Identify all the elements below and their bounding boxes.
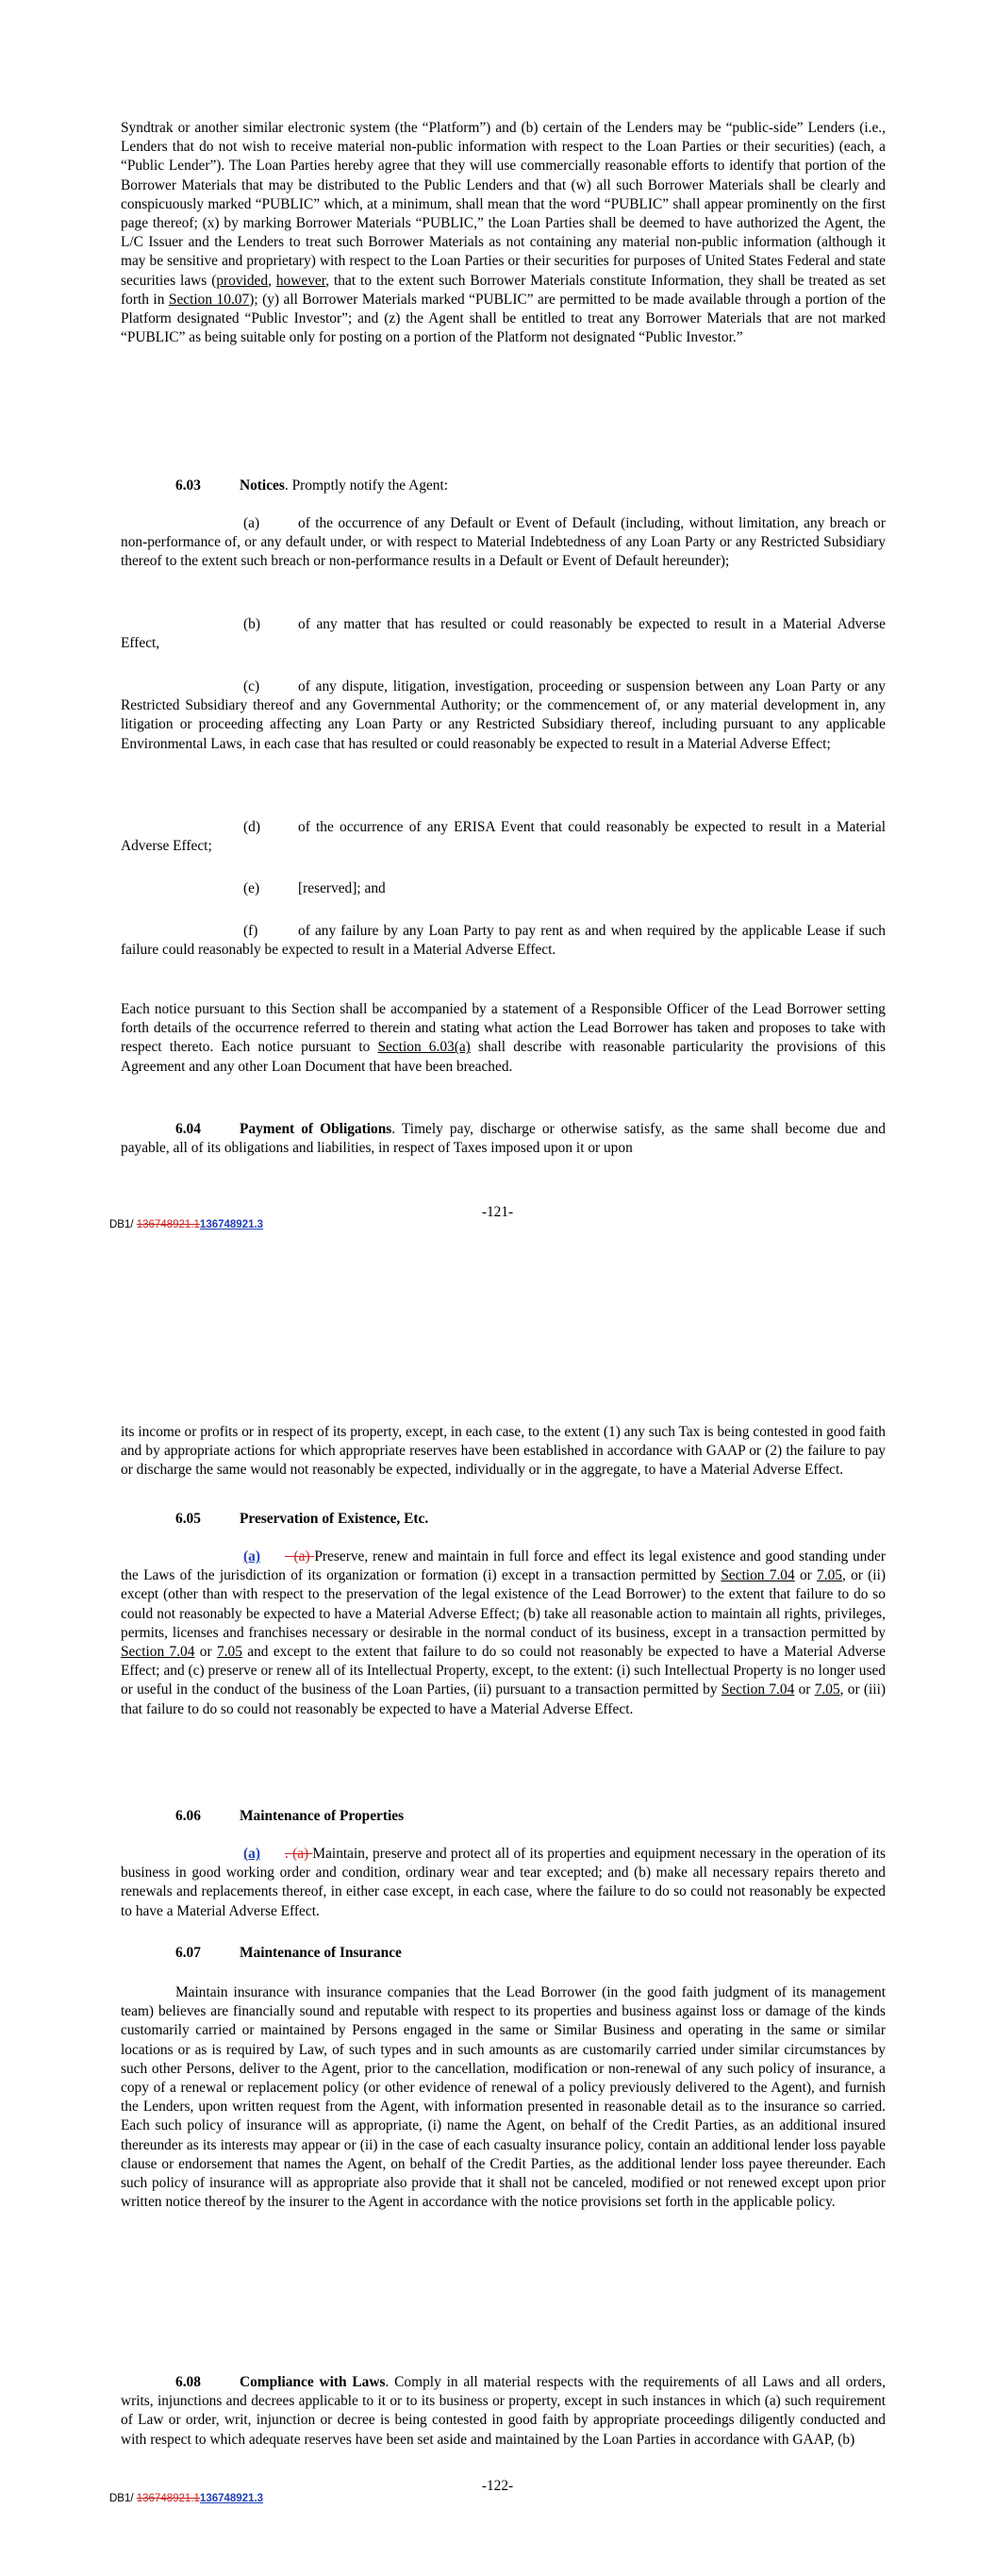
section-reference: Section 10.07 (168, 291, 250, 308)
inserted-doc-id: 136748921.3 (199, 2493, 264, 2504)
section-6-07-paragraph: Maintain insurance with insurance companies that the Lead Borrower (in the good faith judgment of its management team) believes are financially sound and reputable with respect to its properties and business against loss or damage of the kinds customarily carried or maintained by Persons engaged in the same or Similar Business and operating in the same or similar locations or as is required by Law, of such types and in such amounts as are customarily carried under similar circumstances by such other Persons, deliver to the Agent, prior to the cancellation, modification or non-renewal of any such policy of insurance, a copy of a renewal or replacement policy (or other evidence of renewal of a policy previously delivered to the Agent), and furnish the Lenders, upon written request from the Agent, with information presented in reasonable detail as to the insurance so carried. Each such policy of insurance will as appropriate, (i) name the Agent, on behalf of the Credit Parties, as an additional insured thereunder as its interests may appear or (ii) in the case of each casualty insurance policy, contain an additional lender loss payable clause or endorsement that names the Agent, on behalf of the Credit Parties, as the additional lender loss payee thereunder. Each such policy of insurance will as appropriate also provide that it shall not be canceled, modified or not renewed except upon prior written notice thereof by the insurer to the Agent in accordance with the notice provisions set forth in the applicable policy. (121, 1984, 886, 2211)
section-6-08-title: Compliance with Laws (240, 2374, 386, 2390)
notice-item-b: (b) of any matter that has resulted or could reasonably be expected to result in a Material Adverse Effect, (121, 616, 886, 652)
section-6-04-title: Payment of Obligations (240, 1121, 392, 1137)
provided-term: provided (216, 272, 269, 289)
section-6-03-heading: 6.03 Notices. Promptly notify the Agent: (175, 477, 449, 493)
inserted-doc-id: 136748921.3 (199, 1219, 264, 1230)
inserted-marker: (a) (243, 1548, 260, 1564)
section-6-05-paragraph: (a) (a) Preserve, renew and maintain in full force and effect its legal existence and good standing under the Laws of the jurisdiction of its organization or formation (i) except in a transaction permitted by Section 7.04 or 7.05, or (ii) except (other than with respect to the preservation of the legal existence of the Lead Borrower) to the extent that failure to do so could not reasonably be expected to have a Material Adverse Effect; (b) take all reasonable action to maintain all rights, privileges, permits, licenses and franchises necessary or desirable in the normal conduct of its business, except in a transaction permitted by Section 7.04 or 7.05 and except to the extent that failure to do so could not reasonably be expected to have a Material Adverse Effect; and (c) preserve or renew all of its Intellectual Property, except, to the extent: (i) such Intellectual Property is no longer used or useful in the conduct of the business of the Loan Parties, (ii) pursuant to a transaction permitted by Section 7.04 or 7.05, or (iii) that failure to do so could not reasonably be expected to have a Material Adverse Effect. (121, 1548, 887, 1717)
document-id-footer: DB1/ 136748921.1136748921.3 (109, 2493, 264, 2504)
notice-item-e: (e) [reserved]; and (243, 880, 386, 896)
deleted-marker: . (a) (285, 1846, 313, 1862)
however-term: however (275, 272, 326, 289)
notice-item-c: (c) of any dispute, litigation, investigation, proceeding or suspension between any Loan Party or any Restricted Subsidiary thereof and any Governmental Authority; or the commencement of, or any material development in, any litigation or proceeding affecting any Loan Party or any Restricted Subsidiary thereof, including pursuant to any applicable Environmental Laws, in each case that has resulted or could reasonably be expected to result in a Material Adverse Effect; (121, 678, 886, 752)
section-reference: 7.05 (814, 1681, 840, 1698)
document-id-footer: DB1/ 136748921.1136748921.3 (109, 1219, 264, 1230)
inserted-marker: (a) (243, 1846, 260, 1862)
page-number: -121- (481, 1204, 514, 1220)
notice-item-a: (a) of the occurrence of any Default or Event of Default (including, without limitation, any breach or non-performance of, or any default under, or with respect to Material Indebtedness of any Loan Party or any Restricted Subsidiary thereof to the extent such breach or non-performance results in a Default or Event of Default hereunder); (121, 515, 886, 570)
section-6-06-paragraph: (a) . (a) Maintain, preserve and protect all of its properties and equipment necessary in the operation of its business in good working order and condition, ordinary wear and tear excepted; and (b) make all necessary repairs thereto and renewals and replacements thereof, in either case except, in each case, where the failure to do so could not reasonably be expected to have a Material Adverse Effect. (121, 1846, 886, 1919)
notice-item-f: (f) of any failure by any Loan Party to pay rent as and when required by the applicable Lease if such failure could reasonably be expected to result in a Material Adverse Effect. (121, 923, 886, 959)
section-6-08-paragraph: 6.08 Compliance with Laws. Comply in all material respects with the requirements of all Laws and all orders, writs, injunctions and decrees applicable to it or to its business or property, except in such instances in which (a) such requirement of Law or order, writ, injunction or decree is being contested in good faith by appropriate proceedings diligently conducted and with respect to which adequate reserves have been set aside and maintained by the Loan Parties in accordance with GAAP, (b) (121, 2374, 886, 2448)
section-reference: Section 6.03(a) (377, 1039, 471, 1056)
page-122 (0, 1302, 995, 2576)
deleted-marker: (a) (285, 1548, 315, 1564)
section-6-04-paragraph: 6.04 Payment of Obligations. Timely pay, discharge or otherwise satisfy, as the same shall become due and payable, all of its obligations and liabilities, in respect of Taxes imposed upon it or upon (121, 1121, 887, 1157)
notice-item-d: (d) of the occurrence of any ERISA Event that could reasonably be expected to result in a Material Adverse Effect; (121, 819, 886, 855)
notice-closing-paragraph: Each notice pursuant to this Section shall be accompanied by a statement of a Responsible Officer of the Lead Borrower setting forth details of the occurrence referred to therein and stating what action the Lead Borrower has taken and proposes to take with respect thereto. Each notice pursuant to Section 6.03(a) shall describe with reasonable particularity the provisions of this Agreement and any other Loan Document that have been breached. (121, 1001, 886, 1075)
section-6-07-heading: 6.07 Maintenance of Insurance (175, 1945, 402, 1961)
page-number: -122- (481, 2478, 514, 2494)
intro-paragraph: Syndtrak or another similar electronic system (the “Platform”) and (b) certain of the Lenders may be “public-side” Lenders (i.e., Lenders that do not wish to receive material non-public information with respect to the Loan Parties or their securities) (each, a “Public Lender”). The Loan Parties hereby agree that they will use commercially reasonable efforts to identify that portion of the Borrower Materials that may be distributed to the Public Lenders and that (w) all such Borrower Materials shall be clearly and conspicuously marked “PUBLIC” which, at a minimum, shall mean that the word “PUBLIC” shall appear prominently on the first page thereof; (x) by marking Borrower Materials “PUBLIC,” the Loan Parties shall be deemed to have authorized the Agent, the L/C Issuer and the Lenders to treat such Borrower Materials as not containing any material non-public information (although it may be sensitive and proprietary) with respect to the Loan Parties or their securities for purposes of United States Federal and state securities laws (provided, however, that to the extent such Borrower Materials constitute Information, they shall be treated as set forth in Section 10.07); (y) all Borrower Materials marked “PUBLIC” are permitted to be made available through a portion of the Platform designated “Public Investor”; and (z) the Agent shall be entitled to treat any Borrower Materials that are not marked “PUBLIC” as being suitable only for posting on a portion of the Platform not designated “Public Investor.” (121, 120, 887, 346)
section-reference: 7.05 (817, 1567, 842, 1584)
section-6-04-continuation: its income or profits or in respect of its property, except, in each case, to the extent (1) any such Tax is being contested in good faith and by appropriate actions for which appropriate reserves have been established in accordance with GAAP or (2) the failure to pay or discharge the same would not reasonably be expected, individually or in the aggregate, to have a Material Adverse Effect. (121, 1424, 886, 1479)
section-reference: 7.05 (216, 1644, 242, 1661)
deleted-doc-id: 136748921.1 (136, 1219, 200, 1230)
section-reference: Section 7.04 (121, 1644, 195, 1661)
section-reference: Section 7.04 (721, 1567, 795, 1584)
section-reference: Section 7.04 (721, 1681, 795, 1698)
section-6-05-heading: 6.05 Preservation of Existence, Etc. (175, 1511, 429, 1527)
deleted-doc-id: 136748921.1 (136, 2493, 200, 2504)
section-6-06-heading: 6.06 Maintenance of Properties (175, 1808, 405, 1824)
